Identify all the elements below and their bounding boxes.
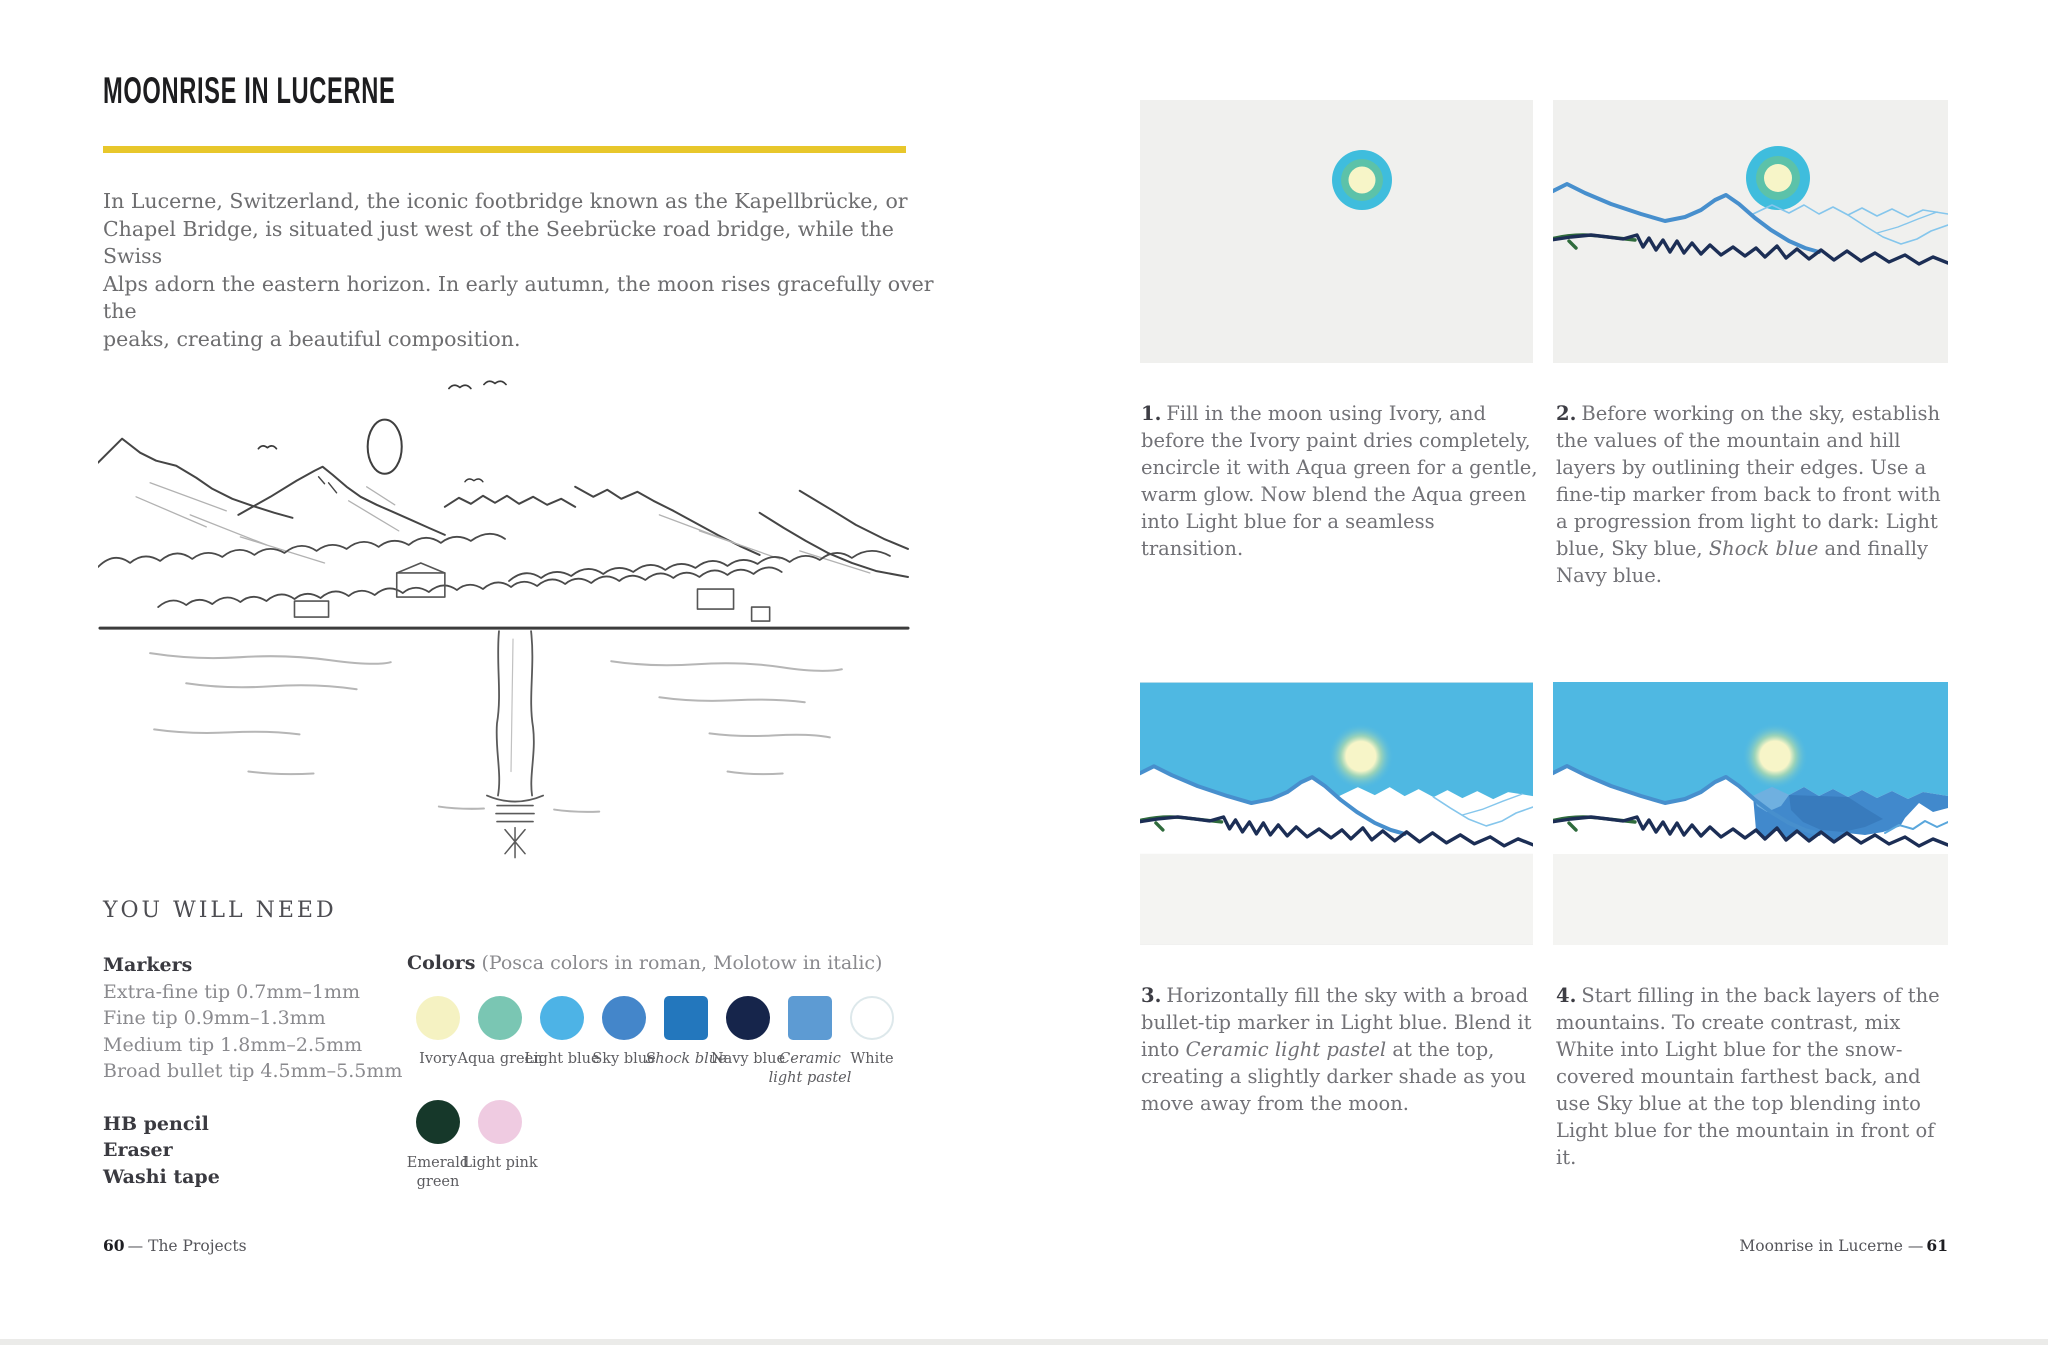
step-body-italic: Ceramic light pastel	[1185, 1038, 1387, 1061]
step-body-italic: Shock blue	[1708, 537, 1819, 560]
color-swatch	[478, 1100, 522, 1144]
color-swatch	[478, 996, 522, 1040]
step-text-3	[1141, 982, 1541, 1117]
intro-line: Chapel Bridge, is situated just west of the Seebrücke road bridge, while the Swiss	[103, 216, 894, 268]
swatch-white	[841, 996, 903, 1067]
step-body: Horizontally fill the sky with a broad bullet-tip marker in Light blue. Blend it into	[1141, 984, 1532, 1061]
color-swatch	[540, 996, 584, 1040]
color-swatch	[788, 996, 832, 1040]
swatch-row-1	[407, 996, 1007, 1086]
step-body: at the top, creating a slightly darker shade as you move away from the moon.	[1141, 1038, 1527, 1115]
step-text-4	[1556, 982, 1956, 1171]
tower-reflection	[487, 631, 543, 858]
swatch-label: Light blue	[524, 1051, 600, 1067]
swatch-label: Light pink	[462, 1155, 538, 1171]
colors-heading-line	[407, 952, 1007, 974]
swatch-label: Ivory	[419, 1051, 457, 1067]
glowing-moon	[1328, 723, 1394, 789]
step-3-image	[1140, 682, 1533, 945]
hatching-strokes	[136, 483, 870, 573]
footer-page-number: 60	[103, 1236, 125, 1255]
tree-band	[98, 534, 890, 607]
step-body: and finally Navy blue.	[1556, 537, 1928, 587]
step-4-image	[1553, 682, 1948, 945]
footer-page-number: 61	[1926, 1236, 1948, 1255]
materials-list	[103, 952, 403, 1190]
swatch-light-pink	[462, 1100, 538, 1171]
swatch-sky-blue	[592, 996, 656, 1067]
swatch-navy-blue	[710, 996, 786, 1067]
painted-moon	[1332, 150, 1392, 210]
tool-item: Washi tape	[103, 1165, 220, 1188]
color-swatch	[726, 996, 770, 1040]
swatch-label: Sky blue	[592, 1051, 656, 1067]
footer-section-label: — The Projects	[124, 1237, 247, 1255]
you-will-need-heading: YOU WILL NEED	[103, 898, 337, 923]
page-bottom-edge	[0, 1339, 2048, 1345]
swatch-shock-blue	[645, 996, 727, 1067]
step-body: Start filling in the back layers of the mountains. To create contrast, mix White into Light blue for the snow-covered mountain farthest back, and use Sky blue at the top blending into Light blue for the mountain in front of it.	[1556, 984, 1940, 1169]
marker-item: Broad bullet tip 4.5mm–5.5mm	[103, 1060, 403, 1082]
swatch-aqua-green	[457, 996, 543, 1067]
swatch-label: White	[850, 1051, 894, 1067]
color-swatch	[602, 996, 646, 1040]
intro-line: In Lucerne, Switzerland, the iconic footbridge known as the Kapellbrücke, or	[103, 189, 908, 213]
colors-note: (Posca colors in roman, Molotow in italic)	[475, 952, 883, 974]
step-number: 3.	[1141, 984, 1162, 1007]
step-body: Fill in the moon using Ivory, and before the Ivory paint dries completely, encircle it with Aqua green for a gentle, warm glow. Now blend the Aqua green into Light blue for a seamless transition.	[1141, 402, 1538, 560]
swatch-label: Emerald green	[406, 1155, 470, 1190]
color-swatch	[664, 996, 708, 1040]
step-number: 1.	[1141, 402, 1162, 425]
swatch-label: Shock blue	[645, 1051, 727, 1067]
footer-chapter-label: Moonrise in Lucerne —	[1739, 1237, 1927, 1255]
painted-moon	[1746, 146, 1810, 210]
page-title: MOONRISE IN LUCERNE	[103, 70, 396, 111]
colors-heading: Colors	[407, 952, 476, 974]
step-text-2	[1556, 400, 1956, 589]
swatch-emerald-green	[406, 1100, 470, 1190]
step-1-image	[1140, 100, 1533, 363]
step-2-image	[1553, 100, 1948, 363]
color-swatch	[416, 996, 460, 1040]
glowing-moon	[1742, 723, 1808, 789]
color-swatch	[416, 1100, 460, 1144]
swatch-label: Navy blue	[710, 1051, 786, 1067]
swatch-label: Aqua green	[457, 1051, 543, 1067]
color-swatch	[850, 996, 894, 1040]
swatch-ceramic-light-pastel	[768, 996, 852, 1086]
moon-sketch	[368, 420, 402, 474]
swatch-label: Ceramic light pastel	[768, 1051, 852, 1086]
tool-item: Eraser	[103, 1139, 173, 1161]
marker-item: Medium tip 1.8mm–2.5mm	[103, 1033, 363, 1056]
colors-section	[406, 952, 1007, 1190]
step-body: Before working on the sky, establish the values of the mountain and hill layers by outlining their edges. Use a fine-tip marker from back to front with a progression from light to dark: Light blue, Sky blue,	[1556, 402, 1941, 560]
swatch-row-2	[406, 1100, 1007, 1190]
step-number: 2.	[1556, 402, 1577, 425]
markers-heading: Markers	[103, 954, 193, 976]
marker-item: Extra-fine tip 0.7mm–1mm	[103, 980, 361, 1003]
footer-right	[1739, 1236, 1948, 1255]
birds-icon	[258, 381, 506, 482]
swatch-light-blue	[524, 996, 600, 1067]
intro-line: peaks, creating a beautiful composition.	[103, 326, 521, 351]
intro-line: Alps adorn the eastern horizon. In early autumn, the moon rises gracefully over the	[103, 271, 934, 323]
sketch-illustration	[98, 300, 910, 862]
footer-left	[103, 1236, 247, 1255]
title-underline	[103, 146, 906, 153]
swatch-ivory	[407, 996, 469, 1067]
tool-item: HB pencil	[103, 1112, 209, 1135]
step-number: 4.	[1556, 984, 1577, 1007]
marker-item: Fine tip 0.9mm–1.3mm	[103, 1007, 326, 1029]
step-text-1	[1141, 400, 1541, 562]
